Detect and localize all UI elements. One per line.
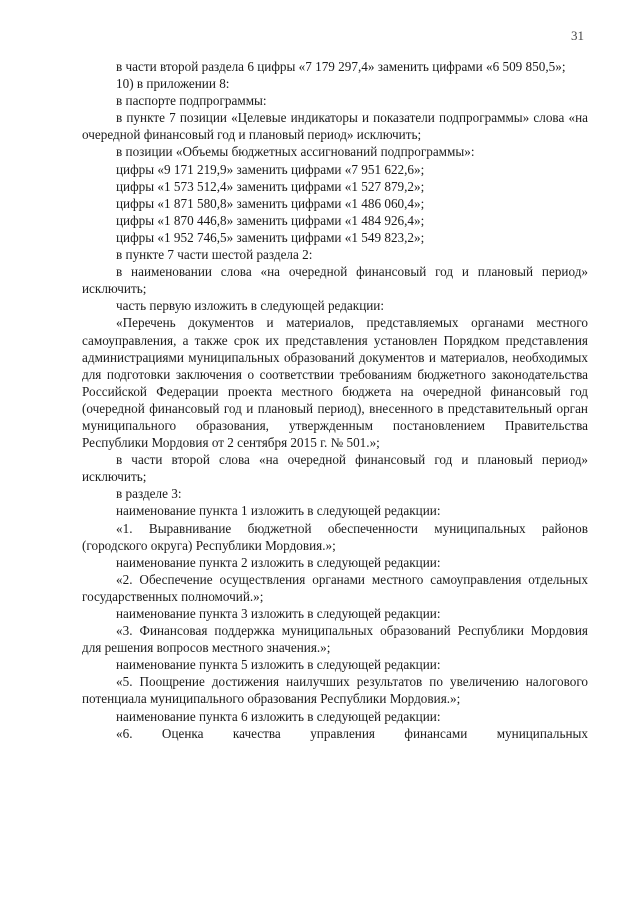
paragraph: наименование пункта 6 изложить в следующей редакции: [116,708,441,724]
paragraph: цифры «1 870 446,8» заменить цифрами «1 484 926,4»; [116,212,425,228]
paragraph: в пункте 7 позиции «Целевые индикаторы и показатели подпрограммы» слова «на очередной финансовый год и плановый период» исключить; [82,110,588,143]
paragraph: в пункте 7 части шестой раздела 2: [116,247,313,263]
paragraph: «2. Обеспечение осуществления органами местного самоуправления отдельных государственных полномочий.»; [82,571,588,604]
page-number: 31 [571,28,584,43]
paragraph: в части второй слова «на очередной финансовый год и плановый период» исключить; [82,452,588,485]
paragraph: цифры «1 573 512,4» заменить цифрами «1 527 879,2»; [116,178,425,194]
paragraph: в паспорте подпрограммы: [116,93,267,109]
paragraph: в разделе 3: [116,486,182,502]
paragraph: цифры «1 871 580,8» заменить цифрами «1 486 060,4»; [116,195,425,211]
paragraph: в наименовании слова «на очередной финансовый год и плановый период» исключить; [82,264,588,297]
paragraph: наименование пункта 5 изложить в следующей редакции: [116,657,441,673]
paragraph: в позиции «Объемы бюджетных ассигнований подпрограммы»: [116,144,475,160]
paragraph: цифры «1 952 746,5» заменить цифрами «1 549 823,2»; [116,229,425,245]
paragraph: в части второй раздела 6 цифры «7 179 297,4» заменить цифрами «6 509 850,5»; [116,59,566,74]
paragraph: «Перечень документов и материалов, представляемых органами местного самоуправления, а также срок их представления установлен Порядком представления администрациями муниципальных образований документов и материалов, необходимых для подготовки заключения о соответствии требованиям бюджетного законодательства Российской Федерации проекта местного бюджета на очередной финансовый год (очередной финансовый год и плановый период), внесенного в представительный орган муниципального образования, утвержденным постановлением Правительства Республики Мордовия от 2 сентября 2015 г. № 501.»; [82,315,588,451]
paragraph: наименование пункта 3 изложить в следующей редакции: [116,606,441,621]
paragraph: наименование пункта 1 изложить в следующей редакции: [116,503,441,519]
paragraph: «3. Финансовая поддержка муниципальных образований Республики Мордовия для решения вопросов местного значения.»; [82,623,588,656]
paragraph: цифры «9 171 219,9» заменить цифрами «7 951 622,6»; [116,161,425,177]
paragraph: часть первую изложить в следующей редакции: [116,298,385,314]
paragraph: 10) в приложении 8: [116,76,230,92]
paragraph: «1. Выравнивание бюджетной обеспеченности муниципальных районов (городского округа) Республики Мордовия.»; [82,520,588,553]
document-body [82,58,588,742]
paragraph: «6. Оценка качества управления финансами муниципальных [116,725,588,741]
paragraph: «5. Поощрение достижения наилучших результатов по увеличению налогового потенциала муниципального образования Республики Мордовия.»; [82,674,588,707]
paragraph: наименование пункта 2 изложить в следующей редакции: [116,554,441,570]
